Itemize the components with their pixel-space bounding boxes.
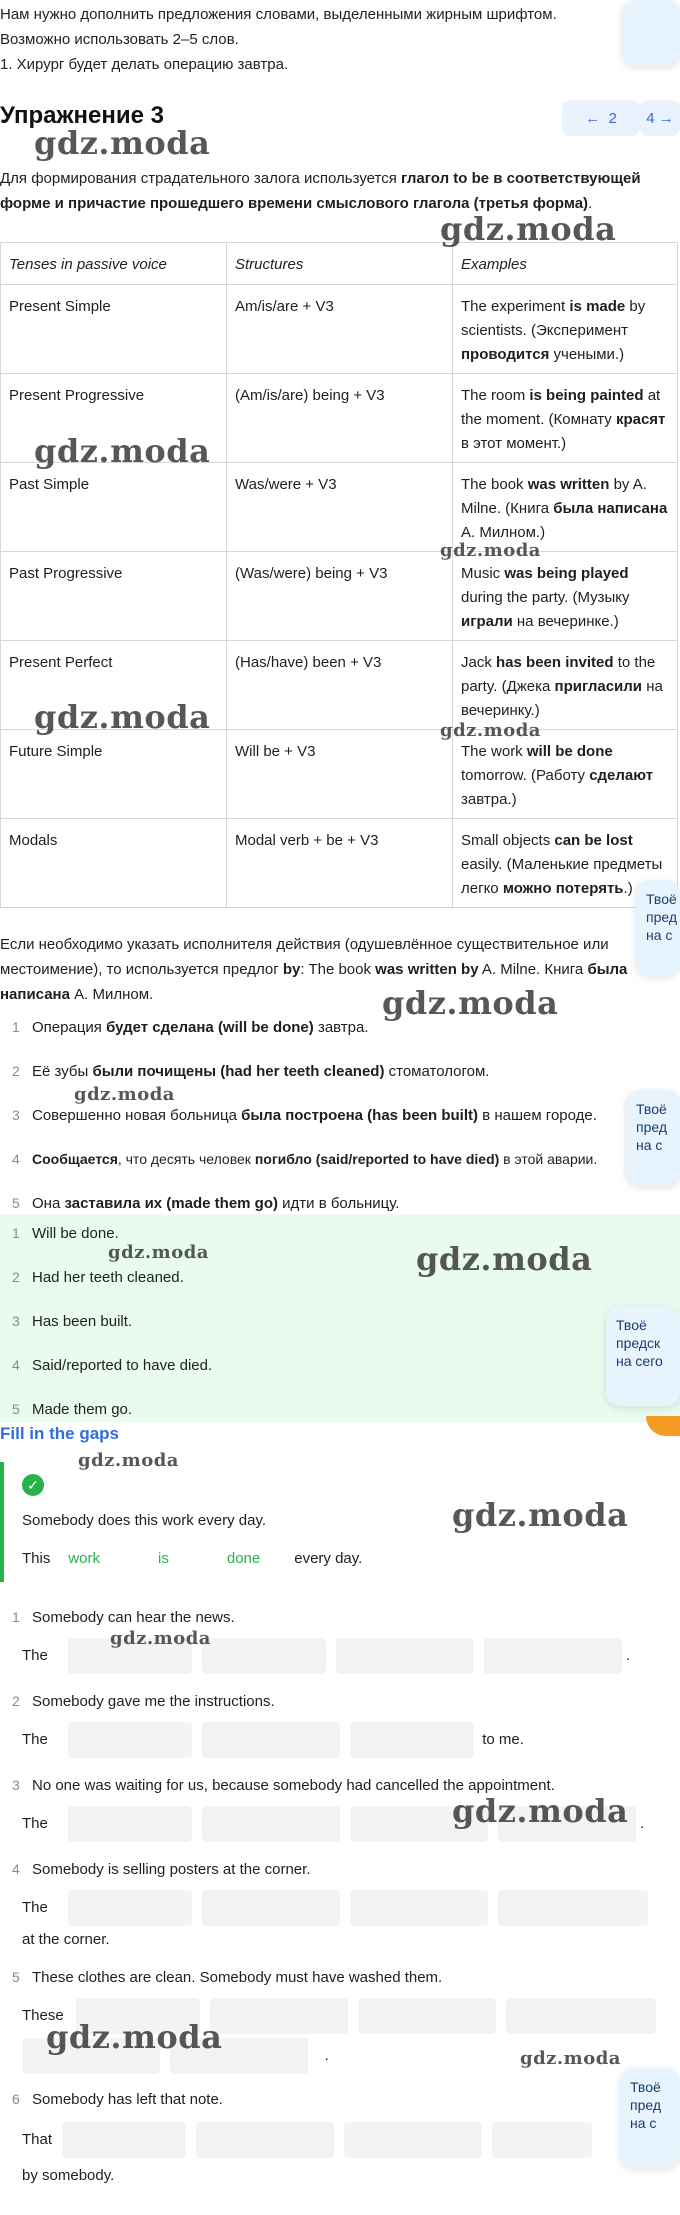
watermark-text: gdz.moda	[34, 698, 211, 736]
example-text: .)	[623, 880, 633, 897]
rule-bold: by	[282, 961, 301, 978]
sentence-end: .	[324, 2047, 329, 2064]
structure-cell: Will be + V3	[227, 730, 453, 819]
bubble-text: Твоё	[636, 1101, 667, 1117]
structure-cell: Am/is/are + V3	[227, 285, 453, 374]
item-number: 5	[12, 1969, 20, 1985]
example-cell	[453, 552, 678, 641]
example-bold: проводится	[461, 346, 550, 363]
item-bold: были почищены (had her teeth cleaned)	[92, 1063, 385, 1080]
item-number: 3	[12, 1777, 20, 1793]
item-text: Она	[32, 1195, 65, 1212]
prompt-text: Somebody is selling posters at the corner.	[32, 1861, 311, 1878]
bubble-text: предск	[616, 1335, 661, 1351]
item-bold: погибло (said/reported to have died)	[254, 1151, 500, 1167]
bubble-text: Твоё	[630, 2079, 661, 2095]
check-circle-icon: ✓	[22, 1474, 44, 1496]
task-prompt	[0, 1858, 310, 1881]
gap-input[interactable]	[484, 1638, 622, 1674]
gap-input[interactable]	[202, 1638, 326, 1674]
tense-cell: Present Simple	[1, 285, 227, 374]
table-row	[1, 819, 678, 908]
item-text: Операция	[32, 1019, 107, 1036]
watermark-logo	[520, 2048, 621, 2069]
watermark-text: gdz.moda	[108, 1242, 209, 1263]
example-bold: была написана	[553, 500, 668, 517]
item-text: стоматологом.	[384, 1063, 490, 1080]
item-text: Совершенно новая больница	[32, 1107, 242, 1124]
task-prompt	[0, 1690, 275, 1713]
item-number: 4	[12, 1861, 20, 1877]
prediction-bubble[interactable]	[620, 2068, 680, 2168]
bubble-text: пред	[636, 1119, 668, 1135]
gap-input[interactable]	[22, 2038, 160, 2074]
gap-input[interactable]	[68, 1806, 192, 1842]
example-text: на вечеринку.)	[461, 678, 663, 719]
list-item	[0, 1306, 132, 1336]
example-text: завтра.)	[461, 791, 517, 808]
example-bold: was written	[527, 476, 610, 493]
sentence-start: These	[22, 2007, 64, 2024]
item-bold: Сообщается	[32, 1151, 118, 1167]
watermark-text: gdz.moda	[416, 1240, 593, 1278]
item-number: 2	[12, 1693, 20, 1709]
answer-row	[22, 2122, 592, 2158]
table-row	[1, 463, 678, 552]
item-number: 5	[12, 1401, 20, 1417]
table-header-row	[1, 243, 678, 285]
rule-part: А. Милном.	[69, 986, 154, 1003]
watermark-text: gdz.moda	[46, 2018, 223, 2056]
watermark-text: gdz.moda	[452, 1496, 629, 1534]
list-item	[0, 1100, 597, 1130]
item-text: идти в больницу.	[277, 1195, 400, 1212]
gap-input[interactable]	[202, 1890, 340, 1926]
answer-row	[22, 1722, 524, 1758]
table-row	[1, 730, 678, 819]
example-answer-line	[22, 1550, 362, 1567]
item-text: Её зубы	[32, 1063, 93, 1080]
example-bold: is made	[569, 298, 626, 315]
item-number: 3	[12, 1313, 20, 1329]
sentence-start: The	[22, 1731, 48, 1748]
list-item	[0, 1012, 369, 1042]
example-bold: is being painted	[529, 387, 644, 404]
structure-cell: Modal verb + be + V3	[227, 819, 453, 908]
exercise-header	[0, 100, 680, 136]
structure-cell: (Was/were) being + V3	[227, 552, 453, 641]
gap-input[interactable]	[76, 1998, 200, 2034]
example-bold: сделают	[589, 767, 654, 784]
next-exercise-label: 4	[646, 109, 655, 127]
prediction-bubble[interactable]	[626, 1090, 680, 1186]
gap-input[interactable]	[170, 2038, 308, 2074]
tense-cell: Past Simple	[1, 463, 227, 552]
filled-gap: work	[68, 1550, 101, 1567]
answer-row-continued	[22, 2038, 329, 2074]
bubble-text: на с	[636, 1137, 663, 1153]
table-row	[1, 552, 678, 641]
example-text: at the moment. (Комнату	[461, 387, 661, 428]
gap-input[interactable]	[196, 2122, 334, 2158]
answer-row-continued	[22, 2164, 114, 2188]
watermark-text: gdz.moda	[452, 1792, 629, 1830]
bubble-text: на с	[630, 2115, 657, 2131]
sentence-end: at the corner.	[22, 1931, 110, 1948]
arrow-right-icon: →	[658, 109, 674, 127]
answer-row	[22, 1638, 630, 1674]
item-text: в этой аварии.	[499, 1151, 598, 1167]
gap-input[interactable]	[358, 1998, 496, 2034]
item-number: 4	[12, 1151, 20, 1167]
gap-input[interactable]	[344, 2122, 482, 2158]
watermark-text: gdz.moda	[440, 210, 617, 248]
item-bold: была построена (has been built)	[241, 1107, 479, 1124]
example-text: The room	[461, 387, 530, 404]
answer-text: Has been built.	[32, 1313, 133, 1330]
example-text: easily. (Маленькие предметы легко	[461, 856, 663, 897]
rule-bold: была написана	[0, 961, 628, 1003]
tense-cell: Present Progressive	[1, 374, 227, 463]
bubble-text: Твоё	[646, 891, 677, 907]
watermark-text: gdz.moda	[78, 1450, 179, 1471]
item-bold: будет сделана (will be done)	[106, 1019, 314, 1036]
task-prompt	[0, 1606, 235, 1629]
prompt-text: Somebody has left that note.	[32, 2091, 223, 2108]
sentence-end: .	[640, 1815, 645, 1832]
example-cell	[453, 374, 678, 463]
rule-bold: глагол to be в соответствующей форме и причастие прошедшего времени смыслового глагола (третья форма)	[0, 170, 641, 212]
sentence-start: The	[22, 1815, 48, 1832]
answer-row	[22, 1806, 644, 1842]
example-text: during the party. (Музыку	[461, 589, 630, 606]
table-header: Structures	[227, 243, 453, 285]
example-text: учеными.)	[549, 346, 625, 363]
table-header: Tenses in passive voice	[1, 243, 227, 285]
list-item	[0, 1262, 184, 1292]
rule-bold: was written by	[375, 961, 479, 978]
watermark-text: gdz.moda	[440, 720, 541, 741]
intro-line: Нам нужно дополнить предложения словами, выделенными жирным шрифтом.	[0, 6, 557, 23]
example-bold: has been invited	[496, 654, 614, 671]
rule-part: .	[588, 195, 593, 212]
example-text: to the party. (Джека	[461, 654, 656, 695]
prediction-bubble[interactable]	[606, 1306, 680, 1406]
sentence-start: That	[22, 2131, 53, 2148]
watermark-text: gdz.moda	[110, 1628, 211, 1649]
gap-input[interactable]	[506, 1998, 656, 2034]
gap-input[interactable]	[62, 2122, 186, 2158]
example-cell	[453, 285, 678, 374]
task-prompt	[0, 2088, 223, 2111]
prompt-text: No one was waiting for us, because somebody had cancelled the appointment.	[32, 1777, 555, 1794]
bubble-text: Твоё	[616, 1317, 647, 1333]
example-task	[0, 1462, 680, 1582]
gap-input[interactable]	[350, 1722, 474, 1758]
tense-cell: Past Progressive	[1, 552, 227, 641]
example-bold: можно потерять	[502, 880, 624, 897]
next-exercise-button[interactable]	[640, 100, 680, 136]
answer-text: Will be done.	[32, 1225, 119, 1242]
rule-text	[0, 166, 678, 216]
tense-cell: Present Perfect	[1, 641, 227, 730]
table-row	[1, 641, 678, 730]
gap-input[interactable]	[68, 1890, 192, 1926]
sentence-start: The	[22, 1899, 48, 1916]
rule-part: A. Milne. Книга	[478, 961, 588, 978]
example-bold: пригласили	[554, 678, 643, 695]
item-text: завтра.	[313, 1019, 369, 1036]
rule-part: : The book	[300, 961, 376, 978]
gap-input[interactable]	[350, 1806, 488, 1842]
item-number: 6	[12, 2091, 20, 2107]
answer-row	[22, 1998, 656, 2034]
gap-input[interactable]	[210, 1998, 348, 2034]
answer-text: Had her teeth cleaned.	[32, 1269, 184, 1286]
task-prompt	[0, 1774, 555, 1797]
sentence-start: The	[22, 1647, 48, 1664]
bubble-text: пред	[646, 909, 678, 925]
list-item	[0, 1218, 119, 1248]
list-item	[0, 1350, 212, 1380]
answer-text: Said/reported to have died.	[32, 1357, 213, 1374]
item-number: 1	[12, 1609, 20, 1625]
example-text: The experiment	[461, 298, 570, 315]
item-number: 4	[12, 1357, 20, 1373]
intro-line: Возможно использовать 2–5 слов.	[0, 31, 239, 48]
example-text: Jack	[461, 654, 497, 671]
prev-exercise-label: 2	[608, 109, 617, 127]
list-item	[0, 1394, 132, 1424]
item-number: 2	[12, 1269, 20, 1285]
arrow-left-icon: ←	[585, 109, 601, 127]
bubble-text: на с	[646, 927, 673, 943]
bubble-text: пред	[630, 2097, 662, 2113]
gap-input[interactable]	[498, 1806, 636, 1842]
task-prompt	[0, 1966, 442, 1989]
table-row	[1, 374, 678, 463]
example-text: The work	[461, 743, 527, 760]
intro-text	[0, 2, 640, 77]
page-title: Упражнение 3	[0, 102, 164, 129]
bubble-text: на сего	[616, 1353, 663, 1369]
table-header: Examples	[453, 243, 678, 285]
gap-input[interactable]	[68, 1722, 192, 1758]
prediction-bubble[interactable]	[622, 0, 680, 66]
answer-row-continued	[22, 1928, 110, 1952]
example-text: в этот момент.)	[461, 435, 567, 452]
list-item	[0, 1056, 489, 1086]
item-number: 1	[12, 1019, 20, 1035]
item-text: в нашем городе.	[478, 1107, 597, 1124]
gap-input[interactable]	[68, 1638, 192, 1674]
gap-input[interactable]	[492, 2122, 592, 2158]
list-item	[0, 1144, 597, 1174]
table-row	[1, 285, 678, 374]
example-cell	[453, 463, 678, 552]
structure-cell: (Am/is/are) being + V3	[227, 374, 453, 463]
by-rule-text	[0, 932, 678, 1007]
structure-cell: Was/were + V3	[227, 463, 453, 552]
tense-cell: Future Simple	[1, 730, 227, 819]
gap-input[interactable]	[336, 1638, 474, 1674]
example-prompt: Somebody does this work every day.	[22, 1512, 267, 1529]
filled-gap: is	[158, 1550, 169, 1567]
example-bold: красят	[615, 411, 666, 428]
gap-input[interactable]	[202, 1722, 340, 1758]
watermark-text: gdz.moda	[34, 124, 211, 162]
item-number: 3	[12, 1107, 20, 1123]
prev-exercise-button[interactable]	[562, 100, 640, 136]
sentence-end: by somebody.	[22, 2167, 115, 2184]
sentence-end: .	[626, 1647, 631, 1664]
passive-voice-table	[0, 242, 678, 908]
item-number: 2	[12, 1063, 20, 1079]
example-bold: can be lost	[554, 832, 633, 849]
prompt-text: These clothes are clean. Somebody must have washed them.	[32, 1969, 443, 1986]
gap-input[interactable]	[350, 1890, 488, 1926]
watermark-text: gdz.moda	[34, 432, 211, 470]
example-text: tomorrow. (Работу	[461, 767, 590, 784]
example-bold: was being played	[504, 565, 629, 582]
example-text: by scientists. (Эксперимент	[461, 298, 646, 339]
structure-cell: (Has/have) been + V3	[227, 641, 453, 730]
prompt-text: Somebody can hear the news.	[32, 1609, 235, 1626]
example-bold: will be done	[526, 743, 613, 760]
item-number: 5	[12, 1195, 20, 1211]
example-text: by A. Milne. (Книга	[461, 476, 647, 517]
item-text: , что десять человек	[117, 1151, 255, 1167]
watermark-text: gdz.moda	[382, 984, 559, 1022]
answer-row	[22, 1890, 648, 1926]
prompt-text: Somebody gave me the instructions.	[32, 1693, 275, 1710]
watermark-text: gdz.moda	[74, 1084, 175, 1105]
watermark-text: gdz.moda	[440, 540, 541, 561]
example-text: Small objects	[461, 832, 555, 849]
rule-part: Для формирования страдательного залога используется	[0, 170, 402, 187]
example-text: Music	[461, 565, 505, 582]
example-text: The book	[461, 476, 528, 493]
answer-text: Made them go.	[32, 1401, 133, 1418]
tense-cell: Modals	[1, 819, 227, 908]
filled-gap: done	[226, 1550, 261, 1567]
example-cell	[453, 641, 678, 730]
sentence-start: This	[22, 1550, 51, 1567]
item-number: 1	[12, 1225, 20, 1241]
prediction-bubble[interactable]	[636, 880, 680, 976]
item-bold: заставила их (made them go)	[64, 1195, 278, 1212]
sentence-end: every day.	[294, 1550, 363, 1567]
intro-line: 1. Хирург будет делать операцию завтра.	[0, 56, 289, 73]
sentence-end: to me.	[482, 1731, 524, 1748]
watermark-text: gdz.moda	[520, 2048, 621, 2069]
orange-decoration	[646, 1416, 680, 1436]
example-cell	[453, 730, 678, 819]
example-text: на вечеринке.)	[512, 613, 619, 630]
example-text: А. Милном.)	[461, 524, 546, 541]
gap-input[interactable]	[498, 1890, 648, 1926]
rule-part: Если необходимо указать исполнителя действия (одушевлённое существительное или местоимение), то используется предлог	[0, 936, 609, 978]
example-bold: играли	[461, 613, 513, 630]
gap-input[interactable]	[202, 1806, 340, 1842]
section-title: Fill in the gaps	[0, 1424, 120, 1443]
